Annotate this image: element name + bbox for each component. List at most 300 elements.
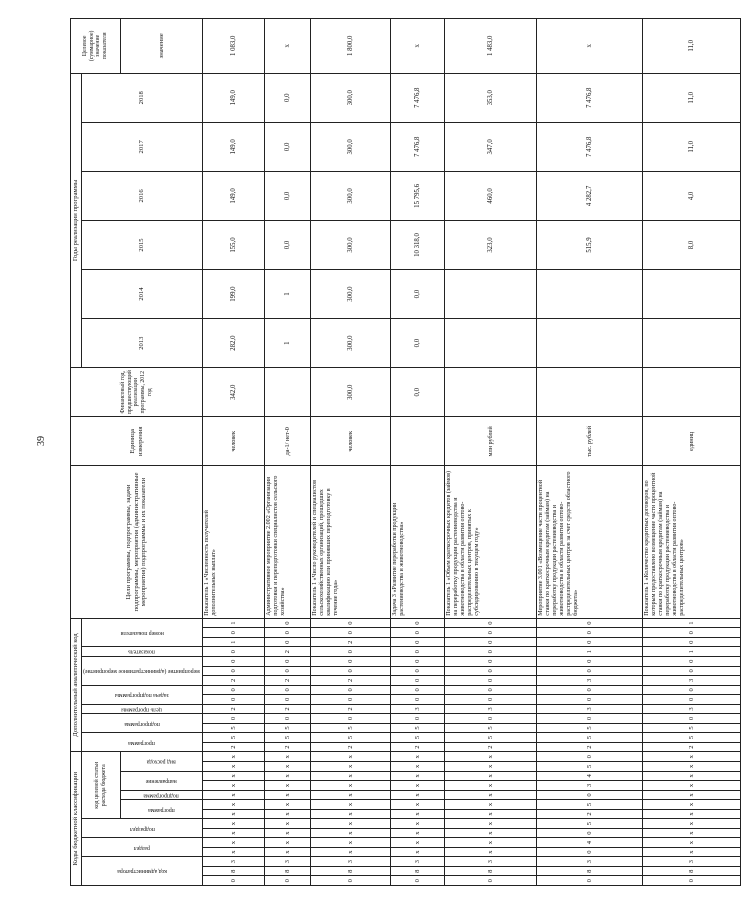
- analytic-code-digit: 0: [643, 714, 741, 724]
- unit-cell: тыс. рублей: [537, 417, 643, 466]
- analytic-code-digit: 5: [537, 733, 643, 743]
- year-value-2018: 11,0: [643, 73, 741, 122]
- year-value-2018: 7 476,8: [537, 73, 643, 122]
- analytic-code-digit: 0: [311, 628, 391, 638]
- analytic-code-digit: 5: [643, 733, 741, 743]
- analytic-code-digit: 0: [203, 714, 265, 724]
- budget-code-digit: х: [203, 828, 265, 838]
- analytic-code-digit: 0: [445, 666, 537, 676]
- analytic-code-digit: 0: [445, 695, 537, 705]
- year-value-2013: 300,0: [311, 319, 391, 368]
- year-value-2016: 15 795,6: [391, 171, 445, 220]
- budget-code-digit: х: [311, 790, 391, 800]
- goal-text: Показатель 1 «Число руководителей и специалистов сельскохозяйственных организаций, прошедших квалификацию или принявших переподготовку в течение года»: [311, 466, 391, 618]
- analytic-code-digit: 2: [311, 676, 391, 686]
- unit-header: Единица измерения: [71, 417, 203, 466]
- analytic-code-digit: 0: [643, 656, 741, 666]
- budget-code-digit: х: [643, 828, 741, 838]
- budget-code-digit: х: [445, 790, 537, 800]
- analytic-code-digit: 5: [311, 733, 391, 743]
- budget-code-digit: х: [265, 781, 311, 791]
- analytic-code-digit: 0: [203, 666, 265, 676]
- analytic-code-digit: 2: [203, 742, 265, 752]
- year-value-2018: 149,0: [203, 73, 265, 122]
- budget-codes-header: Коды бюджетной классификации: [71, 752, 82, 886]
- year-value-2013: 0,0: [391, 319, 445, 368]
- year-value-2015: 515,9: [537, 220, 643, 269]
- budget-code-digit: 8: [643, 866, 741, 876]
- target-article-header: код целевой статьи расхода бюджета: [81, 752, 120, 819]
- budget-code-digit: х: [311, 800, 391, 810]
- analytic-code-digit: 0: [203, 628, 265, 638]
- analytic-code-digit: 1: [643, 618, 741, 628]
- budget-code-digit: 5: [537, 819, 643, 829]
- budget-code-digit: х: [203, 790, 265, 800]
- years-header: Годы реализации программы: [71, 73, 82, 368]
- budget-code-digit: х: [643, 819, 741, 829]
- analytic-code-digit: 0: [537, 666, 643, 676]
- analytic-code-digit: 0: [265, 695, 311, 705]
- budget-code-digit: 3: [445, 857, 537, 867]
- analytic-code-digit: 0: [265, 666, 311, 676]
- analytic-code-digit: 1: [643, 647, 741, 657]
- budget-code-digit: 8: [265, 866, 311, 876]
- budget-code-digit: 8: [203, 866, 265, 876]
- budget-code-digit: 3: [537, 781, 643, 791]
- analytic-code-flag: 2: [537, 742, 643, 752]
- target-value: 1 083,0: [203, 19, 265, 74]
- unit-cell: человек: [203, 417, 265, 466]
- budget-code-digit: 3: [643, 857, 741, 867]
- budget-table-sheet: [70, 18, 696, 886]
- fin-year-value: 300,0: [311, 368, 391, 417]
- goal-text: Мероприятие 3.001 «Возмещение части процентной ставки по краткосрочным кредитам (займам) на переработку продукции растениеводства и животноводства в области развития оптово-распределительных центров за счет средств областного бюджета»: [537, 466, 643, 618]
- analytic-code-digit: 0: [311, 695, 391, 705]
- analytic-code-digit: 0: [265, 628, 311, 638]
- an-goal-header: цель программы: [81, 704, 203, 714]
- year-2017-header: 2017: [81, 122, 203, 171]
- budget-code-digit: х: [445, 838, 537, 848]
- budget-code-digit: 4: [537, 838, 643, 848]
- analytic-code-digit: 0: [445, 685, 537, 695]
- budget-code-digit: х: [643, 847, 741, 857]
- unit-cell: да-1/ нет-0: [265, 417, 311, 466]
- analytic-code-digit: 5: [265, 733, 311, 743]
- year-value-2017: 7 476,8: [391, 122, 445, 171]
- analytic-code-digit: 0: [391, 695, 445, 705]
- extra-code-header: Дополнительный аналитический код: [71, 618, 82, 752]
- budget-code-digit: х: [311, 847, 391, 857]
- budget-code-digit: 0: [265, 876, 311, 886]
- budget-code-digit: 2: [537, 809, 643, 819]
- analytic-code-digit: 0: [265, 637, 311, 647]
- budget-code-digit: х: [265, 762, 311, 772]
- analytic-code-digit: 2: [265, 676, 311, 686]
- analytic-code-digit: 0: [265, 656, 311, 666]
- analytic-code-digit: 0: [643, 628, 741, 638]
- budget-code-digit: х: [265, 771, 311, 781]
- analytic-code-digit: 0: [265, 685, 311, 695]
- analytic-code-digit: 0: [537, 637, 643, 647]
- goal-text: Административное мероприятие 2.002 «Организация подготовки и переподготовки специалистов сельского хозяйства»: [265, 466, 311, 618]
- budget-code-digit: х: [391, 781, 445, 791]
- year-value-2014: 0,0: [391, 270, 445, 319]
- direction-header: направление: [120, 771, 203, 790]
- goal-text: Показатель 1 «Объем краткосрочных кредитов (займов) на переработку продукции растениеводства и животноводства в области развития оптово-распределительных центров, принятых к субсидированию в текущем году»: [445, 466, 537, 618]
- year-2018-header: 2018: [81, 73, 203, 122]
- year-value-2018: 0,0: [265, 73, 311, 122]
- budget-code-digit: х: [391, 828, 445, 838]
- budget-code-digit: 5: [537, 800, 643, 810]
- analytic-code-digit: 5: [391, 733, 445, 743]
- an-task-header: задача подпрограммы: [81, 685, 203, 704]
- analytic-code-digit: 0: [391, 666, 445, 676]
- analytic-code-digit: 0: [391, 618, 445, 628]
- fin-year-header: Финансовый год, предшествующий реализации программы, 2012 год: [71, 368, 203, 417]
- analytic-code-digit: 0: [643, 666, 741, 676]
- program-indicators-table: [70, 18, 741, 886]
- year-value-2017: 11,0: [643, 122, 741, 171]
- budget-code-digit: х: [391, 847, 445, 857]
- target-value: 1 483,0: [445, 19, 537, 74]
- year-value-2018: 300,0: [311, 73, 391, 122]
- goal-text: Показатель 1 «Количество кредитных договоров, по которым предоставлено возмещение части процентной ставки по краткосрочным кредитам (займам) на переработку продукции растениеводства и животноводства в области развития оптово-распределительных центров»: [643, 466, 741, 618]
- budget-code-digit: х: [311, 819, 391, 829]
- analytic-code-digit: 0: [537, 695, 643, 705]
- unit-cell: единиц: [643, 417, 741, 466]
- year-value-2015: 10 318,0: [391, 220, 445, 269]
- budget-code-digit: 0: [537, 828, 643, 838]
- page-number: 39: [36, 436, 47, 446]
- budget-code-digit: х: [265, 752, 311, 762]
- year-value-2015: 155,0: [203, 220, 265, 269]
- budget-code-digit: х: [391, 809, 445, 819]
- goal-title-header: Цели программы, подпрограммы, задачи подпрограммы, мероприятия (административные мероприятия) подпрограммы и их показатели: [71, 466, 203, 618]
- year-value-2014: [537, 270, 643, 319]
- budget-code-digit: х: [311, 781, 391, 791]
- analytic-code-digit: 0: [445, 676, 537, 686]
- budget-code-digit: х: [643, 781, 741, 791]
- table-row: [391, 19, 445, 886]
- year-value-2015: 323,0: [445, 220, 537, 269]
- expense-type-header: вид расхода: [120, 752, 203, 771]
- budget-code-digit: х: [311, 771, 391, 781]
- budget-code-digit: х: [643, 800, 741, 810]
- budget-code-digit: х: [265, 847, 311, 857]
- analytic-code-digit: 0: [311, 685, 391, 695]
- budget-code-digit: х: [265, 819, 311, 829]
- budget-code-digit: х: [311, 838, 391, 848]
- analytic-code-digit: 0: [311, 714, 391, 724]
- budget-code-digit: х: [391, 790, 445, 800]
- year-value-2015: 8,0: [643, 220, 741, 269]
- budget-code-digit: х: [445, 762, 537, 772]
- budget-code-digit: х: [311, 828, 391, 838]
- analytic-code-digit: 2: [643, 742, 741, 752]
- budget-code-digit: х: [391, 771, 445, 781]
- budget-code-digit: 0: [311, 876, 391, 886]
- budget-code-digit: х: [311, 809, 391, 819]
- analytic-code-digit: 0: [391, 656, 445, 666]
- budget-code-digit: х: [265, 790, 311, 800]
- analytic-code-digit: 0: [391, 628, 445, 638]
- analytic-code-digit: 0: [445, 647, 537, 657]
- analytic-code-digit: 3: [537, 704, 643, 714]
- budget-code-digit: 5: [537, 762, 643, 772]
- year-value-2013: [445, 319, 537, 368]
- year-value-2017: 149,0: [203, 122, 265, 171]
- subsection-header: подраздел: [81, 819, 203, 838]
- target-value: х: [537, 19, 643, 74]
- analytic-code-digit: 5: [643, 723, 741, 733]
- subprogram-header: подпрограмма: [120, 790, 203, 800]
- analytic-code-digit: 0: [445, 628, 537, 638]
- analytic-code-digit: 0: [311, 618, 391, 628]
- fin-year-value: 342,0: [203, 368, 265, 417]
- budget-code-digit: х: [203, 762, 265, 772]
- table-row: [311, 19, 391, 886]
- budget-code-digit: 4: [537, 771, 643, 781]
- budget-code-digit: 8: [445, 866, 537, 876]
- analytic-code-digit: 1: [203, 637, 265, 647]
- analytic-code-digit: 2: [265, 704, 311, 714]
- analytic-code-digit: 5: [391, 723, 445, 733]
- budget-code-digit: 0: [203, 876, 265, 886]
- table-row: [445, 19, 537, 886]
- year-value-2017: 347,0: [445, 122, 537, 171]
- budget-code-digit: х: [445, 819, 537, 829]
- budget-code-digit: х: [391, 762, 445, 772]
- analytic-code-digit: 0: [391, 637, 445, 647]
- year-value-2016: 460,0: [445, 171, 537, 220]
- target-value: х: [391, 19, 445, 74]
- year-value-2014: 199,0: [203, 270, 265, 319]
- goal-text: Задача 3 «Развитие переработки продукции растениеводства и животноводства»: [391, 466, 445, 618]
- analytic-code-digit: 0: [643, 685, 741, 695]
- year-value-2015: 0,0: [265, 220, 311, 269]
- fin-year-value: 0,0: [391, 368, 445, 417]
- budget-code-digit: х: [445, 800, 537, 810]
- analytic-code-digit: 0: [643, 637, 741, 647]
- analytic-code-digit: 3: [643, 704, 741, 714]
- budget-code-digit: х: [203, 838, 265, 848]
- fin-year-value: [643, 368, 741, 417]
- budget-code-digit: 0: [537, 876, 643, 886]
- budget-code-digit: х: [391, 819, 445, 829]
- budget-code-digit: х: [643, 838, 741, 848]
- budget-code-digit: 0: [445, 876, 537, 886]
- budget-code-digit: х: [203, 781, 265, 791]
- analytic-code-digit: 0: [265, 618, 311, 628]
- year-value-2018: 7 476,8: [391, 73, 445, 122]
- analytic-code-digit: 2: [203, 676, 265, 686]
- budget-code-digit: х: [311, 762, 391, 772]
- analytic-code-digit: 0: [537, 656, 643, 666]
- analytic-code-digit: 2: [203, 704, 265, 714]
- an-number-header: номер показателя: [81, 618, 203, 647]
- analytic-code-digit: 2: [445, 742, 537, 752]
- year-value-2013: [643, 319, 741, 368]
- target-value: х: [265, 19, 311, 74]
- budget-code-digit: х: [203, 800, 265, 810]
- analytic-code-digit: 0: [311, 666, 391, 676]
- budget-code-digit: х: [643, 762, 741, 772]
- table-row: [265, 19, 311, 886]
- budget-code-digit: х: [445, 752, 537, 762]
- analytic-code-digit: 3: [445, 704, 537, 714]
- year-2016-header: 2016: [81, 171, 203, 220]
- section-header: раздел: [81, 838, 203, 857]
- table-row: [203, 19, 265, 886]
- budget-code-digit: х: [391, 752, 445, 762]
- analytic-code-digit: 5: [203, 723, 265, 733]
- budget-code-digit: х: [643, 809, 741, 819]
- budget-code-digit: 3: [391, 857, 445, 867]
- target-value: 11,0: [643, 19, 741, 74]
- analytic-code-digit: 5: [445, 733, 537, 743]
- year-value-2013: [537, 319, 643, 368]
- analytic-code-digit: 3: [391, 704, 445, 714]
- analytic-code-digit: 3: [643, 676, 741, 686]
- analytic-code-digit: 0: [311, 647, 391, 657]
- budget-code-digit: х: [265, 838, 311, 848]
- budget-code-digit: х: [445, 828, 537, 838]
- year-value-2014: [445, 270, 537, 319]
- analytic-code-digit: 0: [265, 714, 311, 724]
- analytic-code-digit: 0: [643, 695, 741, 705]
- budget-code-digit: 8: [311, 866, 391, 876]
- target-value-header: значение: [120, 19, 203, 74]
- year-value-2016: 0,0: [265, 171, 311, 220]
- analytic-code-digit: 0: [537, 714, 643, 724]
- fin-year-value: [265, 368, 311, 417]
- an-subprogram-header: подпрограмма: [81, 714, 203, 733]
- analytic-code-digit: 0: [445, 618, 537, 628]
- budget-code-digit: х: [265, 828, 311, 838]
- budget-code-digit: х: [311, 752, 391, 762]
- table-row: [643, 19, 741, 886]
- analytic-code-digit: 0: [537, 685, 643, 695]
- budget-code-digit: 0: [391, 876, 445, 886]
- year-value-2013: 282,0: [203, 319, 265, 368]
- year-value-2016: 4 282,7: [537, 171, 643, 220]
- unit-cell: млн рублей: [445, 417, 537, 466]
- year-2013-header: 2013: [81, 319, 203, 368]
- analytic-code-digit: 0: [203, 656, 265, 666]
- analytic-code-digit: 5: [203, 733, 265, 743]
- analytic-code-digit: 5: [445, 723, 537, 733]
- budget-code-digit: х: [643, 752, 741, 762]
- analytic-code-digit: 0: [391, 647, 445, 657]
- analytic-code-digit: 5: [265, 723, 311, 733]
- budget-code-digit: 3: [265, 857, 311, 867]
- target-value: 1 800,0: [311, 19, 391, 74]
- analytic-code-digit: 2: [265, 647, 311, 657]
- analytic-code-digit: 0: [537, 628, 643, 638]
- budget-code-digit: 8: [391, 866, 445, 876]
- analytic-code-digit: 2: [391, 742, 445, 752]
- year-value-2014: 1: [265, 270, 311, 319]
- target-header: Целевое (суммарное) значение показателя: [71, 19, 121, 74]
- analytic-code-digit: 0: [391, 676, 445, 686]
- analytic-code-digit: 0: [445, 714, 537, 724]
- fin-year-value: [445, 368, 537, 417]
- fin-year-value: [537, 368, 643, 417]
- budget-code-digit: х: [391, 800, 445, 810]
- year-2014-header: 2014: [81, 270, 203, 319]
- analytic-code-digit: 0: [391, 714, 445, 724]
- budget-code-digit: 3: [311, 857, 391, 867]
- analytic-code-digit: 2: [311, 704, 391, 714]
- budget-code-digit: х: [203, 771, 265, 781]
- budget-code-digit: 0: [537, 752, 643, 762]
- analytic-code-digit: 0: [445, 656, 537, 666]
- admin-code-header: код администратора: [81, 857, 203, 886]
- budget-code-digit: 0: [537, 847, 643, 857]
- unit-cell: человек: [311, 417, 391, 466]
- year-value-2016: 149,0: [203, 171, 265, 220]
- budget-code-digit: х: [203, 809, 265, 819]
- goal-text: Показатель 1 «Численность получателей дополнительных выплат»: [203, 466, 265, 618]
- year-value-2017: 7 476,8: [537, 122, 643, 171]
- analytic-code-digit: 1: [537, 647, 643, 657]
- analytic-code-digit: 3: [537, 676, 643, 686]
- budget-code-digit: х: [391, 838, 445, 848]
- analytic-code-digit: 2: [311, 637, 391, 647]
- budget-code-digit: х: [265, 800, 311, 810]
- budget-code-digit: 0: [537, 790, 643, 800]
- unit-cell: [391, 417, 445, 466]
- an-event-header: мероприятие (административное мероприятие): [81, 656, 203, 685]
- budget-code-digit: х: [643, 790, 741, 800]
- budget-code-digit: х: [445, 781, 537, 791]
- year-value-2014: 300,0: [311, 270, 391, 319]
- analytic-code-digit: 5: [311, 723, 391, 733]
- analytic-code-digit: 0: [391, 685, 445, 695]
- analytic-code-digit: 0: [203, 685, 265, 695]
- budget-code-digit: х: [203, 752, 265, 762]
- analytic-code-digit: 1: [203, 618, 265, 628]
- budget-code-digit: х: [203, 819, 265, 829]
- analytic-code-digit: 5: [537, 723, 643, 733]
- budget-code-digit: х: [445, 847, 537, 857]
- program-header: программа: [120, 800, 203, 819]
- budget-code-digit: 3: [537, 857, 643, 867]
- year-value-2014: [643, 270, 741, 319]
- an-program-header: программа: [81, 733, 203, 752]
- budget-code-digit: х: [643, 771, 741, 781]
- year-value-2016: 300,0: [311, 171, 391, 220]
- budget-code-digit: х: [203, 847, 265, 857]
- budget-code-digit: х: [445, 771, 537, 781]
- year-value-2017: 300,0: [311, 122, 391, 171]
- analytic-code-digit: 0: [203, 647, 265, 657]
- budget-code-digit: х: [445, 809, 537, 819]
- budget-code-digit: 0: [643, 876, 741, 886]
- analytic-code-digit: 0: [537, 618, 643, 628]
- year-value-2018: 353,0: [445, 73, 537, 122]
- budget-code-digit: 3: [203, 857, 265, 867]
- budget-code-digit: х: [265, 809, 311, 819]
- year-value-2017: 0,0: [265, 122, 311, 171]
- an-indicator-header: показатель: [81, 647, 203, 657]
- analytic-code-digit: 0: [311, 656, 391, 666]
- analytic-code-digit: 0: [203, 695, 265, 705]
- budget-code-digit: 8: [537, 866, 643, 876]
- year-value-2016: 4,0: [643, 171, 741, 220]
- year-2015-header: 2015: [81, 220, 203, 269]
- analytic-code-digit: 2: [311, 742, 391, 752]
